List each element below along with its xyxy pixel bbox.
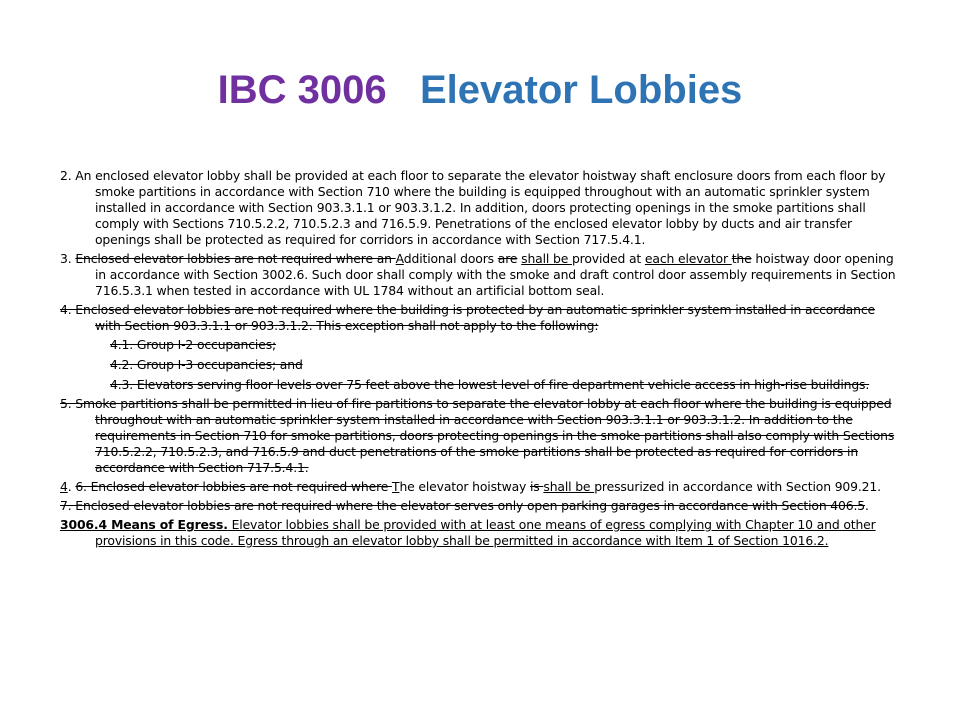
text-run: 7. Enclosed elevator lobbies are not required where the elevator serves only open parking garages in accordance with Section 406.5 [60, 498, 866, 513]
text-run: 4 [60, 479, 68, 494]
text-run: T [392, 479, 400, 494]
text-run: 4.2. Group I-3 occupancies; and [110, 357, 303, 372]
text-run: 2. An enclosed elevator lobby shall be provided at each floor to separate the elevator hoistway shaft enclosure doors from each floor by smoke partitions in accordance with Section 710 where the building is equipped throughout with an automatic sprinkler system installed in accordance with Section 903.3.1.1 or 903.3.1.2. In addition, doors protecting openings in the smoke partitions shall comply with Sections 710.5.2.2, 710.5.2.3 and 716.5.9. Penetrations of the enclosed elevator lobby by ducts and air transfer openings shall be protected as required for corridors in accordance with Section 717.5.4.1. [60, 168, 886, 247]
code-paragraph [60, 337, 902, 353]
code-paragraph [60, 251, 902, 299]
text-run: is [530, 479, 544, 494]
text-run: are [497, 251, 518, 266]
title-section-number: IBC 3006 [217, 68, 387, 112]
text-run: hoistway door opening in accordance with Section 3002.6. Such door shall comply with the smoke and draft control door assembly requirements in Section 716.5.3.1 when tested in accordance with UL 1784 without an artificial bottom seal. [95, 251, 896, 298]
body-text [60, 168, 902, 552]
text-run: 6. Enclosed elevator lobbies are not required where [75, 479, 393, 494]
title-text: Elevator Lobbies [420, 68, 743, 112]
text-run: Elevator lobbies shall be provided with at least one means of egress complying with Chapter 10 and other provisions in this code. Egress through an elevator lobby shall be permitted in accordance with Item 1 of Section 1016.2. [95, 517, 876, 548]
text-run: 4.1. Group I-2 occupancies; [110, 337, 277, 352]
code-paragraph [60, 517, 902, 549]
text-run: each elevator [644, 251, 732, 266]
text-run: 4. Enclosed elevator lobbies are not required where the building is protected by an automatic sprinkler system installed in accordance with Section 903.3.1.1 or 903.3.1.2. This exception shall not apply to the following: [60, 302, 875, 333]
text-run: 3006.4 Means of Egress. [60, 517, 228, 532]
text-run: 5. Smoke partitions shall be permitted in lieu of fire partitions to separate the elevator lobby at each floor where the building is equipped throughout with an automatic sprinkler system installed in accordance with Section 903.3.1.1 or 903.3.1.2. In addition to the requirements in Section 710 for smoke partitions, doors protecting openings in the smoke partitions shall also comply with Sections 710.5.2.2, 710.5.2.3, and 716.5.9 and duct penetrations of the smoke partitions shall be protected as required for corridors in accordance with Section 717.5.4.1. [60, 396, 895, 475]
text-run: 3. [60, 251, 76, 266]
code-paragraph [60, 168, 902, 248]
text-run: shall be [543, 479, 595, 494]
code-paragraph [60, 377, 902, 393]
text-run: provided at [571, 251, 645, 266]
code-paragraph [60, 479, 902, 495]
code-paragraph [60, 498, 902, 514]
text-run: shall be [521, 251, 572, 266]
text-run: 4.3. Elevators serving floor levels over 75 feet above the lowest level of fire department vehicle access in high-rise buildings. [110, 377, 870, 392]
text-run: the [731, 251, 752, 266]
text-run: . [67, 479, 76, 494]
code-paragraph [60, 396, 902, 476]
text-run: he elevator hoistway [399, 479, 530, 494]
text-run: A [395, 251, 404, 266]
code-paragraph [60, 357, 902, 373]
text-run: Enclosed elevator lobbies are not required where an [75, 251, 396, 266]
code-paragraph [60, 302, 902, 334]
text-run: dditional doors [403, 251, 498, 266]
text-run: pressurized in accordance with Section 909.21. [594, 479, 881, 494]
text-run: . [865, 498, 869, 513]
slide-title [0, 66, 960, 114]
